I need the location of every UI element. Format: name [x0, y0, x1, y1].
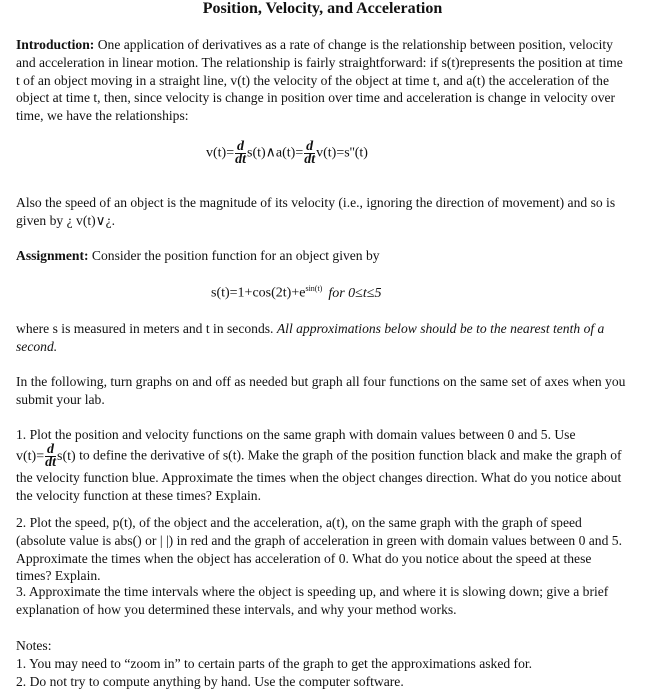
notes-heading: Notes: [16, 638, 52, 653]
assignment-label: Assignment: [16, 248, 89, 263]
q1-frac-num: d [47, 441, 55, 457]
intro-paragraph [16, 36, 628, 125]
eq2-part-a: s(t)=1+cos(2t)+e [211, 285, 306, 301]
eq1-frac1-den: dt [235, 152, 246, 167]
eq1-part-b: s(t)∧a(t)= [247, 145, 304, 161]
eq1-frac1-num: d [237, 139, 245, 154]
q1-frac-den: dt [45, 454, 56, 470]
eq2-exponent: sin(t) [305, 284, 323, 293]
intro-text: One application of derivatives as a rate of change is the relationship between position, velocity and acceleration in linear motion. The relationship is fairly straightforward: if s(t)represents the position at time t of an object moving in a straight line, v(t) the velocity of the object at time t, and a(t) the acceleration of the object at time t, then, since velocity is change in position over time and acceleration is change in velocity over time, we have the relationships: [16, 37, 623, 124]
question-2: 2. Plot the speed, p(t), of the object and the acceleration, a(t), on the same graph with the graph of speed (absolute value is abs() or | |) in red and the graph of acceleration in green with domain values between 0 and 5. Approximate the times when the object has acceleration of 0. What do you notice about the speed at these times? Explain. [16, 515, 622, 584]
q1-eq-a: v(t)= [16, 448, 45, 464]
eq1-fraction-1 [235, 141, 246, 166]
speed-paragraph: Also the speed of an object is the magnitude of its velocity (i.e., ignoring the direction of movement) and so is given by ¿ v(t)∨¿. [16, 195, 616, 228]
relationship-equation [206, 141, 368, 166]
q1-fraction [45, 441, 56, 470]
assignment-paragraph [16, 247, 628, 265]
question-3: 3. Approximate the time intervals where the object is speeding up, and where it is slowing down; give a brief explanation of how you determined these intervals, and why your method works. [16, 584, 609, 617]
intro-label: Introduction: [16, 37, 95, 52]
where-italic-text: All approximations below should be to the nearest tenth of a second. [16, 321, 605, 354]
eq1-frac2-num: d [306, 139, 314, 154]
eq1-frac2-den: dt [304, 152, 316, 167]
q1-text-a: 1. Plot the position and velocity functions on the same graph with domain values between 0 and 5. Use [16, 427, 576, 442]
where-text: where s is measured in meters and t in seconds. [16, 321, 277, 336]
where-paragraph [16, 320, 628, 356]
eq1-part-c: v(t)=s''(t) [316, 145, 368, 161]
eq1-fraction-2 [304, 141, 315, 166]
question-1 [16, 426, 628, 504]
eq1-part-a: v(t)= [206, 145, 235, 161]
position-function-equation [211, 284, 381, 302]
notes-section [16, 637, 628, 690]
eq2-domain: for 0≤t≤5 [328, 285, 382, 301]
note-2: 2. Do not try to compute anything by hand. Use the computer software. [16, 673, 404, 689]
q1-eq-b: s(t) [57, 448, 76, 464]
q1-equation [16, 441, 76, 470]
note-1: 1. You may need to “zoom in” to certain parts of the graph to get the approximations asked for. [16, 655, 533, 671]
assignment-text: Consider the position function for an object given by [88, 248, 380, 263]
q1-text-b: to define the derivative of s(t). Make the graph of the position function black and make the graph of the velocity function blue. Approximate the times when the object changes direction. What do you notice about the velocity function at these times? Explain. [16, 447, 622, 503]
following-paragraph: In the following, turn graphs on and off as needed but graph all four functions on the same set of axes when you submit your lab. [16, 374, 626, 407]
page-title: Position, Velocity, and Acceleration [202, 0, 443, 17]
